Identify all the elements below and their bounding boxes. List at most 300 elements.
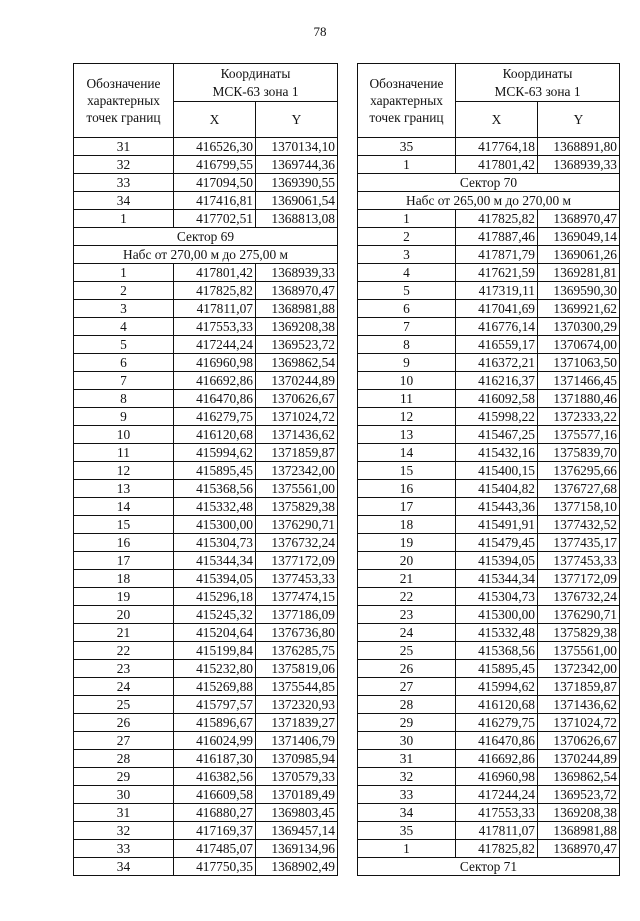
table-row <box>74 822 338 840</box>
table-row <box>358 498 620 516</box>
x-coordinate-cell: 415491,91 <box>456 516 538 534</box>
point-number-cell: 35 <box>358 138 456 156</box>
x-coordinate-cell: 417801,42 <box>174 264 256 282</box>
y-coordinate-cell: 1375839,70 <box>538 444 620 462</box>
point-number-cell: 31 <box>74 804 174 822</box>
table-row <box>74 696 338 714</box>
table-row <box>358 570 620 588</box>
y-coordinate-cell: 1370244,89 <box>256 372 338 390</box>
table-row <box>358 264 620 282</box>
table-body <box>74 138 338 876</box>
point-number-cell: 8 <box>74 390 174 408</box>
x-coordinate-cell: 415432,16 <box>456 444 538 462</box>
table-row <box>74 210 338 228</box>
point-number-cell: 27 <box>74 732 174 750</box>
x-coordinate-cell: 416559,17 <box>456 336 538 354</box>
x-coordinate-cell: 415368,56 <box>456 642 538 660</box>
x-coordinate-cell: 415332,48 <box>456 624 538 642</box>
point-number-cell: 23 <box>74 660 174 678</box>
x-column-header: X <box>174 102 256 138</box>
x-coordinate-cell: 416799,55 <box>174 156 256 174</box>
point-number-cell: 28 <box>74 750 174 768</box>
y-coordinate-cell: 1370626,67 <box>538 732 620 750</box>
point-number-cell: 4 <box>74 318 174 336</box>
y-coordinate-cell: 1372342,00 <box>256 462 338 480</box>
x-coordinate-cell: 415368,56 <box>174 480 256 498</box>
y-coordinate-cell: 1368970,47 <box>256 282 338 300</box>
point-number-cell: 31 <box>358 750 456 768</box>
table-row <box>358 624 620 642</box>
y-coordinate-cell: 1371839,27 <box>256 714 338 732</box>
table-row <box>358 156 620 174</box>
point-number-cell: 21 <box>74 624 174 642</box>
y-coordinate-cell: 1377453,33 <box>256 570 338 588</box>
point-number-cell: 17 <box>74 552 174 570</box>
x-coordinate-cell: 416960,98 <box>456 768 538 786</box>
x-coordinate-cell: 416120,68 <box>456 696 538 714</box>
x-coordinate-cell: 415895,45 <box>456 660 538 678</box>
y-column-header: Y <box>538 102 620 138</box>
table-row <box>358 354 620 372</box>
y-coordinate-cell: 1371406,79 <box>256 732 338 750</box>
y-coordinate-cell: 1371880,46 <box>538 390 620 408</box>
point-number-cell: 12 <box>74 462 174 480</box>
x-coordinate-cell: 415394,05 <box>456 552 538 570</box>
y-coordinate-cell: 1368939,33 <box>538 156 620 174</box>
x-coordinate-cell: 415998,22 <box>456 408 538 426</box>
x-coordinate-cell: 415232,80 <box>174 660 256 678</box>
point-number-cell: 1 <box>74 210 174 228</box>
point-number-cell: 7 <box>358 318 456 336</box>
point-number-cell: 32 <box>74 822 174 840</box>
y-coordinate-cell: 1370626,67 <box>256 390 338 408</box>
table-row <box>358 426 620 444</box>
point-number-cell: 9 <box>358 354 456 372</box>
point-number-cell: 13 <box>74 480 174 498</box>
point-number-cell: 22 <box>74 642 174 660</box>
x-coordinate-cell: 416960,98 <box>174 354 256 372</box>
point-number-cell: 25 <box>358 642 456 660</box>
x-coordinate-cell: 417750,35 <box>174 858 256 876</box>
table-row <box>74 660 338 678</box>
table-row <box>358 444 620 462</box>
point-number-cell: 8 <box>358 336 456 354</box>
table-row <box>358 732 620 750</box>
table-row <box>358 372 620 390</box>
x-coordinate-cell: 416609,58 <box>174 786 256 804</box>
table-row <box>74 768 338 786</box>
x-coordinate-cell: 417244,24 <box>456 786 538 804</box>
y-coordinate-cell: 1375577,16 <box>538 426 620 444</box>
designation-header <box>74 64 174 138</box>
point-number-cell: 18 <box>358 516 456 534</box>
table-row <box>74 462 338 480</box>
y-coordinate-cell: 1377432,52 <box>538 516 620 534</box>
x-coordinate-cell: 415797,57 <box>174 696 256 714</box>
point-number-cell: 26 <box>74 714 174 732</box>
point-number-cell: 12 <box>358 408 456 426</box>
table-row <box>74 732 338 750</box>
point-number-cell: 9 <box>74 408 174 426</box>
x-coordinate-cell: 415400,15 <box>456 462 538 480</box>
y-coordinate-cell: 1369523,72 <box>538 786 620 804</box>
y-coordinate-cell: 1369049,14 <box>538 228 620 246</box>
y-coordinate-cell: 1368891,80 <box>538 138 620 156</box>
point-number-cell: 1 <box>358 840 456 858</box>
table-row <box>74 678 338 696</box>
point-number-cell: 32 <box>74 156 174 174</box>
table-header <box>358 64 620 138</box>
point-number-cell: 32 <box>358 768 456 786</box>
table-row <box>358 282 620 300</box>
point-number-cell: 34 <box>358 804 456 822</box>
table-row <box>74 318 338 336</box>
table-row <box>74 336 338 354</box>
y-coordinate-cell: 1377172,09 <box>256 552 338 570</box>
table-row <box>74 552 338 570</box>
x-coordinate-cell: 415332,48 <box>174 498 256 516</box>
y-coordinate-cell: 1369523,72 <box>256 336 338 354</box>
point-number-cell: 17 <box>358 498 456 516</box>
point-number-cell: 29 <box>74 768 174 786</box>
y-coordinate-cell: 1371859,87 <box>538 678 620 696</box>
y-coordinate-cell: 1368813,08 <box>256 210 338 228</box>
y-coordinate-cell: 1369208,38 <box>538 804 620 822</box>
x-coordinate-cell: 417553,33 <box>456 804 538 822</box>
y-coordinate-cell: 1377158,10 <box>538 498 620 516</box>
y-coordinate-cell: 1371859,87 <box>256 444 338 462</box>
x-coordinate-cell: 417041,69 <box>456 300 538 318</box>
table-row <box>358 660 620 678</box>
x-coordinate-cell: 417825,82 <box>174 282 256 300</box>
point-number-cell: 29 <box>358 714 456 732</box>
point-number-cell: 33 <box>74 840 174 858</box>
table-row <box>74 534 338 552</box>
x-coordinate-cell: 415994,62 <box>456 678 538 696</box>
table-row <box>358 840 620 858</box>
point-number-cell: 13 <box>358 426 456 444</box>
point-number-cell: 2 <box>358 228 456 246</box>
sector-heading-row <box>74 246 338 264</box>
table-row <box>74 426 338 444</box>
point-number-cell: 30 <box>358 732 456 750</box>
x-coordinate-cell: 417871,79 <box>456 246 538 264</box>
y-coordinate-cell: 1370244,89 <box>538 750 620 768</box>
y-coordinate-cell: 1368970,47 <box>538 840 620 858</box>
sector-heading: Сектор 69 <box>74 228 338 246</box>
x-coordinate-cell: 417244,24 <box>174 336 256 354</box>
x-coordinate-cell: 417094,50 <box>174 174 256 192</box>
coordinates-header-line: МСК-63 зона 1 <box>494 83 581 99</box>
y-coordinate-cell: 1372342,00 <box>538 660 620 678</box>
page-number: 78 <box>313 24 327 39</box>
point-number-cell: 34 <box>74 192 174 210</box>
sector-heading: Сектор 71 <box>358 858 620 876</box>
x-coordinate-cell: 416279,75 <box>456 714 538 732</box>
point-number-cell: 20 <box>358 552 456 570</box>
point-number-cell: 1 <box>74 264 174 282</box>
table-row <box>74 516 338 534</box>
point-number-cell: 19 <box>358 534 456 552</box>
coordinates-table-left <box>73 63 338 876</box>
y-coordinate-cell: 1375561,00 <box>256 480 338 498</box>
table-row <box>74 354 338 372</box>
point-number-cell: 1 <box>358 210 456 228</box>
y-coordinate-cell: 1372320,93 <box>256 696 338 714</box>
x-coordinate-cell: 415394,05 <box>174 570 256 588</box>
y-coordinate-cell: 1371024,72 <box>538 714 620 732</box>
table-row <box>74 156 338 174</box>
table-row <box>358 588 620 606</box>
table-row <box>358 714 620 732</box>
point-number-cell: 16 <box>358 480 456 498</box>
table-row <box>74 390 338 408</box>
table-row <box>74 840 338 858</box>
table-row <box>74 804 338 822</box>
x-coordinate-cell: 416692,86 <box>456 750 538 768</box>
x-coordinate-cell: 416382,56 <box>174 768 256 786</box>
table-row <box>358 678 620 696</box>
y-coordinate-cell: 1370674,00 <box>538 336 620 354</box>
point-number-cell: 10 <box>74 426 174 444</box>
y-coordinate-cell: 1369744,36 <box>256 156 338 174</box>
x-coordinate-cell: 417553,33 <box>174 318 256 336</box>
point-number-cell: 6 <box>74 354 174 372</box>
table-row <box>358 768 620 786</box>
y-coordinate-cell: 1376295,66 <box>538 462 620 480</box>
designation-header-line: точек границ <box>369 110 444 125</box>
table-row <box>358 786 620 804</box>
x-coordinate-cell: 415204,64 <box>174 624 256 642</box>
y-coordinate-cell: 1369281,81 <box>538 264 620 282</box>
x-coordinate-cell: 417702,51 <box>174 210 256 228</box>
x-coordinate-cell: 416092,58 <box>456 390 538 408</box>
table-row <box>358 408 620 426</box>
table-row <box>74 606 338 624</box>
table-row <box>358 300 620 318</box>
point-number-cell: 10 <box>358 372 456 390</box>
y-coordinate-cell: 1372333,22 <box>538 408 620 426</box>
y-coordinate-cell: 1369921,62 <box>538 300 620 318</box>
table-row <box>74 786 338 804</box>
y-coordinate-cell: 1370134,10 <box>256 138 338 156</box>
table-row <box>358 642 620 660</box>
designation-header-line: Обозначение <box>86 76 161 91</box>
y-coordinate-cell: 1376736,80 <box>256 624 338 642</box>
point-number-cell: 7 <box>74 372 174 390</box>
coordinates-header-line: МСК-63 зона 1 <box>212 83 299 99</box>
point-number-cell: 15 <box>358 462 456 480</box>
table-row <box>74 300 338 318</box>
table-row <box>358 822 620 840</box>
coordinates-header-line: Координаты <box>220 65 291 81</box>
x-coordinate-cell: 416187,30 <box>174 750 256 768</box>
x-coordinate-cell: 415896,67 <box>174 714 256 732</box>
x-coordinate-cell: 415245,32 <box>174 606 256 624</box>
table-row <box>358 480 620 498</box>
point-number-cell: 28 <box>358 696 456 714</box>
table-row <box>74 444 338 462</box>
point-number-cell: 27 <box>358 678 456 696</box>
x-column-header: X <box>456 102 538 138</box>
x-coordinate-cell: 416880,27 <box>174 804 256 822</box>
y-coordinate-cell: 1371466,45 <box>538 372 620 390</box>
x-coordinate-cell: 415304,73 <box>456 588 538 606</box>
x-coordinate-cell: 417416,81 <box>174 192 256 210</box>
x-coordinate-cell: 417825,82 <box>456 210 538 228</box>
x-coordinate-cell: 415344,34 <box>456 570 538 588</box>
x-coordinate-cell: 415479,45 <box>456 534 538 552</box>
y-coordinate-cell: 1369061,54 <box>256 192 338 210</box>
table-body <box>358 138 620 876</box>
point-number-cell: 14 <box>358 444 456 462</box>
x-coordinate-cell: 415467,25 <box>456 426 538 444</box>
y-coordinate-cell: 1370579,33 <box>256 768 338 786</box>
x-coordinate-cell: 416526,30 <box>174 138 256 156</box>
x-coordinate-cell: 416120,68 <box>174 426 256 444</box>
table-row <box>74 192 338 210</box>
designation-header-line: характерных <box>370 93 443 108</box>
x-coordinate-cell: 415296,18 <box>174 588 256 606</box>
y-coordinate-cell: 1369803,45 <box>256 804 338 822</box>
y-coordinate-cell: 1376727,68 <box>538 480 620 498</box>
y-coordinate-cell: 1377453,33 <box>538 552 620 570</box>
point-number-cell: 23 <box>358 606 456 624</box>
sector-heading: Набс от 270,00 м до 275,00 м <box>74 246 338 264</box>
designation-header-line: точек границ <box>86 110 161 125</box>
x-coordinate-cell: 417319,11 <box>456 282 538 300</box>
table-row <box>358 552 620 570</box>
x-coordinate-cell: 415300,00 <box>174 516 256 534</box>
y-coordinate-cell: 1376285,75 <box>256 642 338 660</box>
coordinates-header <box>174 64 338 102</box>
y-coordinate-cell: 1371436,62 <box>256 426 338 444</box>
table-header <box>74 64 338 138</box>
point-number-cell: 18 <box>74 570 174 588</box>
y-coordinate-cell: 1376732,24 <box>256 534 338 552</box>
point-number-cell: 11 <box>358 390 456 408</box>
x-coordinate-cell: 417621,59 <box>456 264 538 282</box>
table-row <box>358 318 620 336</box>
x-coordinate-cell: 415199,84 <box>174 642 256 660</box>
sector-heading-row <box>358 858 620 876</box>
table-row <box>358 462 620 480</box>
y-coordinate-cell: 1368902,49 <box>256 858 338 876</box>
table-row <box>358 138 620 156</box>
point-number-cell: 22 <box>358 588 456 606</box>
designation-header-line: характерных <box>87 93 160 108</box>
y-coordinate-cell: 1370985,94 <box>256 750 338 768</box>
table-row <box>358 606 620 624</box>
point-number-cell: 6 <box>358 300 456 318</box>
table-row <box>74 714 338 732</box>
x-coordinate-cell: 415269,88 <box>174 678 256 696</box>
point-number-cell: 3 <box>358 246 456 264</box>
table-row <box>74 282 338 300</box>
coordinates-table-right <box>357 63 620 876</box>
table-row <box>74 588 338 606</box>
x-coordinate-cell: 416470,86 <box>174 390 256 408</box>
coordinates-header <box>456 64 620 102</box>
y-coordinate-cell: 1369061,26 <box>538 246 620 264</box>
point-number-cell: 11 <box>74 444 174 462</box>
table-row <box>74 624 338 642</box>
table-row <box>74 750 338 768</box>
table-row <box>358 210 620 228</box>
x-coordinate-cell: 416372,21 <box>456 354 538 372</box>
point-number-cell: 1 <box>358 156 456 174</box>
table-row <box>358 750 620 768</box>
y-coordinate-cell: 1368970,47 <box>538 210 620 228</box>
y-coordinate-cell: 1368939,33 <box>256 264 338 282</box>
x-coordinate-cell: 417887,46 <box>456 228 538 246</box>
x-coordinate-cell: 417801,42 <box>456 156 538 174</box>
designation-header <box>358 64 456 138</box>
table-row <box>74 408 338 426</box>
x-coordinate-cell: 417811,07 <box>456 822 538 840</box>
point-number-cell: 24 <box>358 624 456 642</box>
y-coordinate-cell: 1369862,54 <box>256 354 338 372</box>
point-number-cell: 5 <box>74 336 174 354</box>
point-number-cell: 33 <box>74 174 174 192</box>
x-coordinate-cell: 417764,18 <box>456 138 538 156</box>
y-coordinate-cell: 1369862,54 <box>538 768 620 786</box>
table-row <box>74 858 338 876</box>
sector-heading: Сектор 70 <box>358 174 620 192</box>
x-coordinate-cell: 416692,86 <box>174 372 256 390</box>
table-row <box>358 336 620 354</box>
y-coordinate-cell: 1377435,17 <box>538 534 620 552</box>
x-coordinate-cell: 415304,73 <box>174 534 256 552</box>
x-coordinate-cell: 417811,07 <box>174 300 256 318</box>
y-coordinate-cell: 1375544,85 <box>256 678 338 696</box>
point-number-cell: 34 <box>74 858 174 876</box>
table-row <box>74 570 338 588</box>
table-row <box>74 372 338 390</box>
table-row <box>358 534 620 552</box>
x-coordinate-cell: 417169,37 <box>174 822 256 840</box>
y-coordinate-cell: 1370300,29 <box>538 318 620 336</box>
point-number-cell: 30 <box>74 786 174 804</box>
table-row <box>74 498 338 516</box>
y-coordinate-cell: 1375829,38 <box>256 498 338 516</box>
table-row <box>74 480 338 498</box>
point-number-cell: 20 <box>74 606 174 624</box>
y-coordinate-cell: 1376290,71 <box>256 516 338 534</box>
sector-heading: Набс от 265,00 м до 270,00 м <box>358 192 620 210</box>
point-number-cell: 31 <box>74 138 174 156</box>
point-number-cell: 3 <box>74 300 174 318</box>
y-coordinate-cell: 1376290,71 <box>538 606 620 624</box>
y-coordinate-cell: 1371436,62 <box>538 696 620 714</box>
y-coordinate-cell: 1371063,50 <box>538 354 620 372</box>
point-number-cell: 4 <box>358 264 456 282</box>
x-coordinate-cell: 415300,00 <box>456 606 538 624</box>
y-coordinate-cell: 1375829,38 <box>538 624 620 642</box>
x-coordinate-cell: 415994,62 <box>174 444 256 462</box>
point-number-cell: 33 <box>358 786 456 804</box>
point-number-cell: 25 <box>74 696 174 714</box>
table-row <box>358 228 620 246</box>
point-number-cell: 26 <box>358 660 456 678</box>
y-coordinate-cell: 1377186,09 <box>256 606 338 624</box>
y-coordinate-cell: 1377172,09 <box>538 570 620 588</box>
table-row <box>74 174 338 192</box>
table-row <box>358 696 620 714</box>
y-coordinate-cell: 1371024,72 <box>256 408 338 426</box>
designation-header-line: Обозначение <box>369 76 444 91</box>
y-coordinate-cell: 1377474,15 <box>256 588 338 606</box>
